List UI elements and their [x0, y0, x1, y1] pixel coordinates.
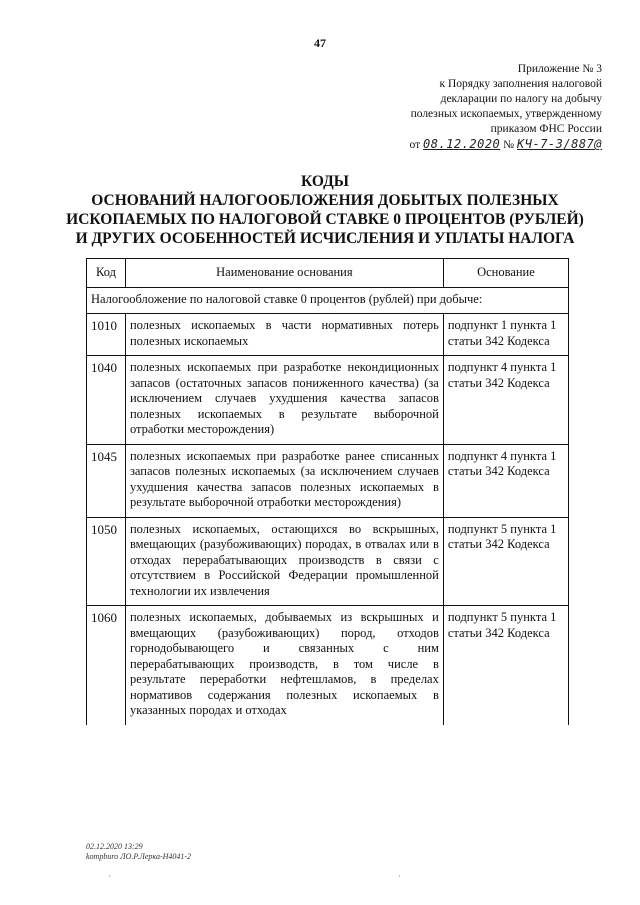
- row-basis: подпункт 5 пункта 1 статьи 342 Кодекса: [443, 606, 568, 725]
- order-number-label: №: [503, 139, 515, 151]
- table-row: [87, 314, 569, 356]
- order-date: 08.12.2020: [423, 137, 501, 151]
- appendix-line: полезных ископаемых, утвержденному: [410, 108, 602, 120]
- row-basis: подпункт 5 пункта 1 статьи 342 Кодекса: [443, 517, 568, 606]
- row-basis: подпункт 1 пункта 1 статьи 342 Кодекса: [443, 314, 568, 356]
- scan-dot-mark: ·: [108, 872, 111, 881]
- row-code: 1040: [87, 356, 126, 445]
- document-title: [40, 172, 610, 248]
- table-header-row: [87, 259, 569, 288]
- appendix-block: [322, 62, 602, 153]
- column-header-basis: Основание: [443, 259, 568, 288]
- title-line: КОДЫ: [300, 173, 350, 190]
- title-line: ИСКОПАЕМЫХ ПО НАЛОГОВОЙ СТАВКЕ 0 ПРОЦЕНТОВ (РУБЛЕЙ): [66, 211, 584, 228]
- section-heading: Налогообложение по налоговой ставке 0 процентов (рублей) при добыче:: [87, 287, 569, 314]
- column-header-code: Код: [87, 259, 126, 288]
- table-row: [87, 517, 569, 606]
- row-description: полезных ископаемых в части нормативных потерь полезных ископаемых: [125, 314, 443, 356]
- appendix-line: Приложение № 3: [517, 63, 602, 75]
- title-line: И ДРУГИХ ОСОБЕННОСТЕЙ ИСЧИСЛЕНИЯ И УПЛАТЫ НАЛОГА: [75, 230, 575, 247]
- row-description: полезных ископаемых, добываемых из вскрышных и вмещающих (разубоживающих) пород, отходов горнодобывающего и связанных с ним перерабатывающих производств, в том числе в результате переработки нефтешламов, в пределах нормативов содержания полезных ископаемых в указанных породах и отходах: [125, 606, 443, 725]
- row-code: 1060: [87, 606, 126, 725]
- appendix-line: к Порядку заполнения налоговой: [439, 78, 602, 90]
- section-heading-row: [87, 287, 569, 314]
- order-number: КЧ-7-3/887@: [517, 137, 602, 151]
- row-basis: подпункт 4 пункта 1 статьи 342 Кодекса: [443, 356, 568, 445]
- column-header-description: Наименование основания: [125, 259, 443, 288]
- table-row: [87, 444, 569, 517]
- title-line: ОСНОВАНИЙ НАЛОГООБЛОЖЕНИЯ ДОБЫТЫХ ПОЛЕЗНЫХ: [91, 192, 559, 209]
- row-description: полезных ископаемых, остающихся во вскрышных, вмещающих (разубоживающих) породах, в отвалах или в отходах перерабатывающих производств в связи с отсутствием в Российской Федерации промышленной технологии их извлечения: [125, 517, 443, 606]
- footer-file: kompburo ЛО.Р.Лерка-Н4041-2: [86, 852, 192, 861]
- appendix-line: декларации по налогу на добычу: [440, 93, 602, 105]
- footer-timestamp: 02.12.2020 13:29: [86, 842, 143, 851]
- table-row: [87, 356, 569, 445]
- table-row: [87, 606, 569, 725]
- print-footer: [86, 842, 191, 862]
- appendix-line: приказом ФНС России: [490, 123, 602, 135]
- row-code: 1045: [87, 444, 126, 517]
- order-prefix: от: [409, 139, 421, 151]
- scan-dot-mark: ·: [398, 872, 401, 881]
- row-description: полезных ископаемых при разработке ранее списанных запасов полезных ископаемых (за исключением случаев ухудшения качества запасов полезных ископаемых в результате выборочной отработки месторождения): [125, 444, 443, 517]
- order-reference: [322, 137, 602, 153]
- page-number: 47: [314, 36, 326, 50]
- row-code: 1050: [87, 517, 126, 606]
- codes-table: [86, 258, 569, 725]
- row-basis: подпункт 4 пункта 1 статьи 342 Кодекса: [443, 444, 568, 517]
- row-code: 1010: [87, 314, 126, 356]
- row-description: полезных ископаемых при разработке некондиционных запасов (остаточных запасов пониженного качества) (за исключением случаев ухудшения качества запасов полезных ископаемых в результате выборочной отработки месторождения): [125, 356, 443, 445]
